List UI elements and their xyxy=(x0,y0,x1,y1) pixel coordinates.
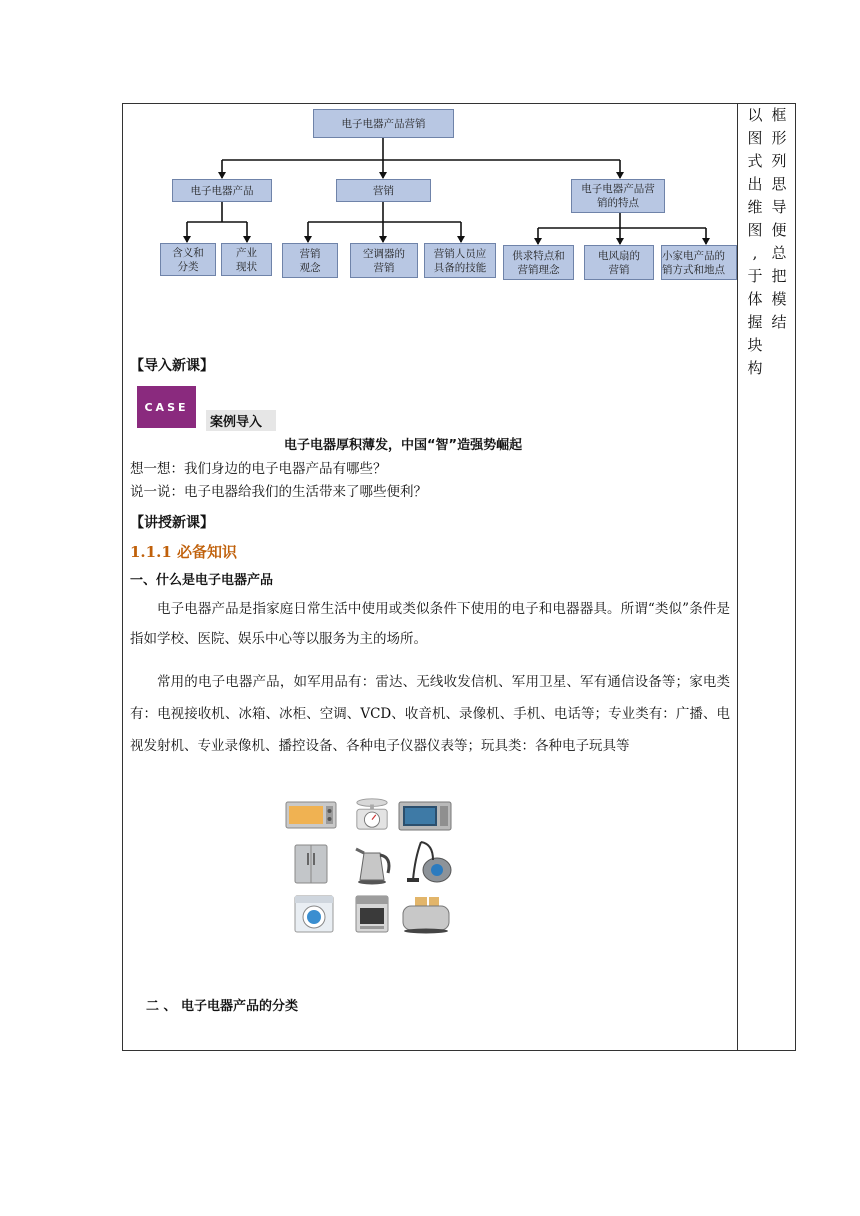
side-note-char: 于 xyxy=(747,267,763,285)
side-note-char: 构 xyxy=(747,359,763,377)
side-note-char: 总 xyxy=(771,244,787,262)
chart-node-small-appliance: 小家电产品的 销方式和地点 xyxy=(661,245,737,280)
side-note-char: 便 xyxy=(771,221,787,239)
refrigerator-icon xyxy=(283,843,339,885)
side-note-char: 图 xyxy=(747,129,763,147)
chart-node-meaning: 含义和 分类 xyxy=(160,243,216,276)
side-note-char: 图 xyxy=(747,221,763,239)
side-note-char: 维 xyxy=(747,198,763,216)
say-prompt: 说一说：电子电器给我们的生活带来了哪些便利？ xyxy=(130,484,427,500)
side-note-char: 结 xyxy=(771,313,787,331)
chart-root-node: 电子电器产品营销 xyxy=(313,109,454,138)
side-note-char: 出 xyxy=(747,175,763,193)
side-note-char: 模 xyxy=(771,290,787,308)
subheading-classification: 二 、 电子电器产品的分类 xyxy=(146,999,299,1014)
chart-node-features: 电子电器产品营 销的特点 xyxy=(571,179,665,213)
chart-node-skills: 营销人员应 具备的技能 xyxy=(424,243,496,278)
case-logo: CASE xyxy=(137,386,196,428)
section-title: 1.1.1 必备知识 xyxy=(130,543,237,561)
toaster-oven-icon xyxy=(283,797,339,833)
side-note-char: 把 xyxy=(771,267,787,285)
chart-node-aircon: 空调器的 营销 xyxy=(350,243,418,278)
chart-node-fan: 电风扇的 营销 xyxy=(584,245,654,280)
kitchen-scale-icon xyxy=(344,795,400,831)
side-note-char: 形 xyxy=(771,129,787,147)
side-note-char: 框 xyxy=(771,106,787,124)
paragraph-definition: 电子电器产品是指家庭日常生活中使用或类似条件下使用的电子和电器器具。所谓“类似”条件是指如学校、医院、娱乐中心等以服务为主的场所。 xyxy=(130,601,730,647)
chart-node-products: 电子电器产品 xyxy=(172,179,272,202)
side-note-char: 体 xyxy=(747,290,763,308)
paragraph-examples: 常用的电子电器产品，如军用品有：雷达、无线收发信机、军用卫星、军有通信设备等；家电类有：电视接收机、冰箱、冰柜、空调、VCD、收音机、录像机、手机、电话等；专业类有：广播、电视发射机、专业录像机、播控设备、各种电子仪器仪表等；玩具类：各种电子玩具等 xyxy=(130,674,730,754)
side-note-char: 列 xyxy=(771,152,787,170)
intro-heading: 【导入新课】 xyxy=(130,358,214,374)
side-note-char: 思 xyxy=(771,175,787,193)
kettle-icon xyxy=(344,843,400,885)
subheading-what: 一、什么是电子电器产品 xyxy=(130,573,274,588)
stove-oven-icon xyxy=(344,894,400,934)
microwave-icon xyxy=(397,798,453,834)
chart-node-status: 产业 现状 xyxy=(221,243,272,276)
side-note-char: 导 xyxy=(771,198,787,216)
side-note-char: , xyxy=(752,244,758,262)
vacuum-cleaner-icon xyxy=(403,838,459,884)
side-note-char: 以 xyxy=(747,106,763,124)
case-title: 电子电器厚积薄发，中国“智”造强势崛起 xyxy=(284,438,523,453)
think-prompt: 想一想：我们身边的电子电器产品有哪些？ xyxy=(130,461,387,477)
washing-machine-icon xyxy=(287,894,343,934)
side-note-char: 握 xyxy=(747,313,763,331)
chart-node-marketing: 营销 xyxy=(336,179,431,202)
chart-node-concept: 营销 观念 xyxy=(282,243,338,278)
case-label: 案例导入 xyxy=(206,410,276,431)
side-note-char: 块 xyxy=(747,336,763,354)
lecture-heading: 【讲授新课】 xyxy=(130,515,214,531)
side-note-char: 式 xyxy=(747,152,763,170)
chart-node-supply: 供求特点和 营销理念 xyxy=(503,245,574,280)
toaster-icon xyxy=(397,894,453,934)
